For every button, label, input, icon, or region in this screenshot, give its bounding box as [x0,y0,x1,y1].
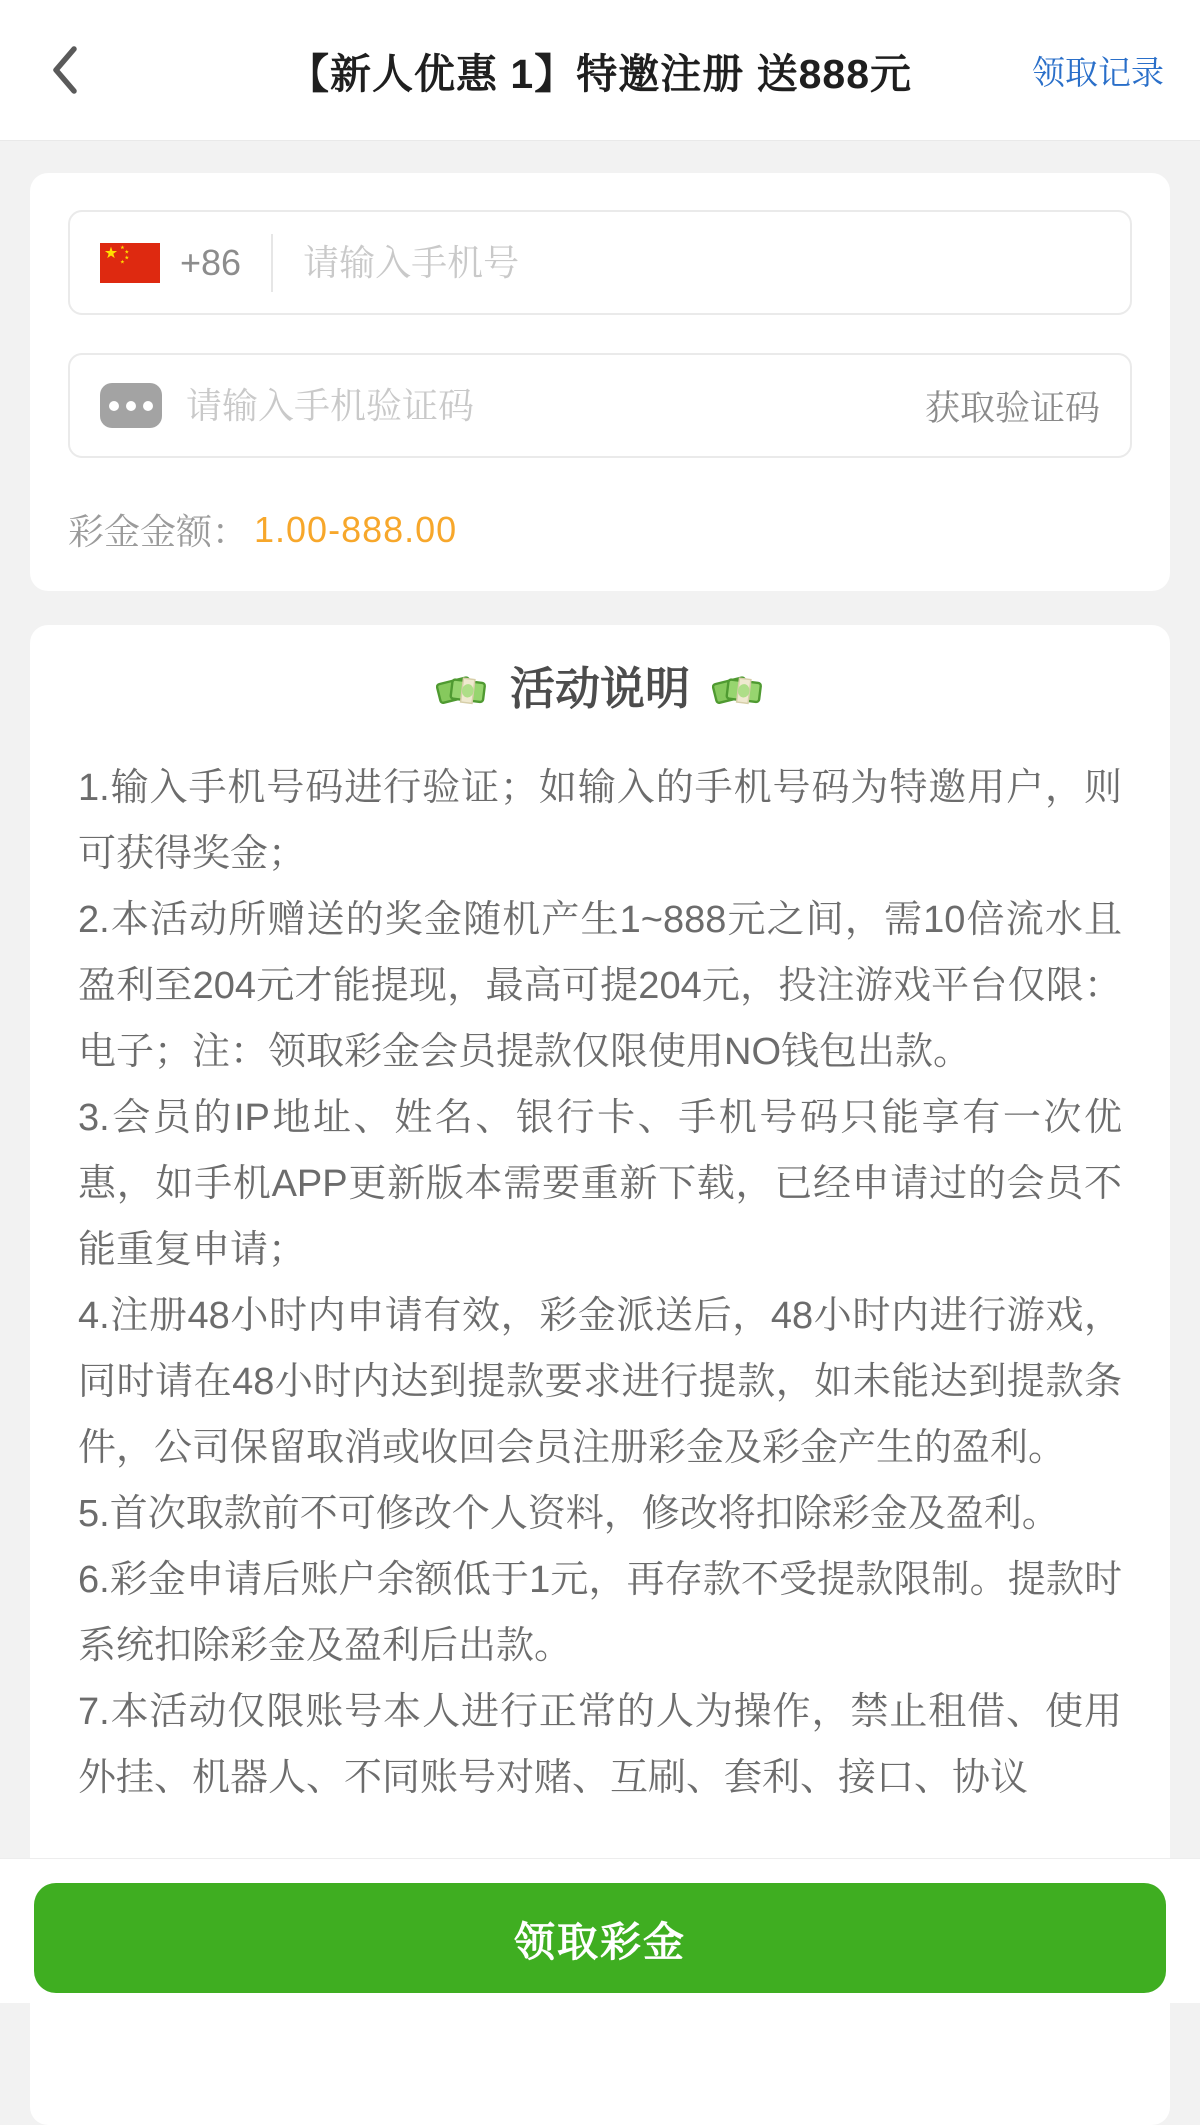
input-divider [271,234,273,292]
verification-code-icon [100,383,162,428]
rules-text [78,755,1122,1811]
page-title: 【新人优惠 1】特邀注册 送888元 [288,50,912,97]
claim-records-link[interactable]: 领取记录 [1032,53,1164,91]
get-code-button[interactable]: 获取验证码 [924,388,1100,428]
footer-bar [0,1858,1200,2003]
rule-item: 5.首次取款前不可修改个人资料，修改将扣除彩金及盈利。 [78,1493,1060,1535]
money-banknotes-icon [712,666,764,712]
rule-item: 2.本活动所赠送的奖金随机产生1~888元之间，需10倍流水且盈利至204元才能提现，最高可提204元，投注游戏平台仅限：电子；注：领取彩金会员提款仅限使用NO钱包出款。 [78,899,1122,1073]
rule-item: 1.输入手机号码进行验证；如输入的手机号码为特邀用户，则可获得奖金； [78,767,1122,875]
rules-title-row [78,663,1122,715]
claim-bonus-button[interactable]: 领取彩金 [34,1883,1166,1993]
bonus-amount-row [68,504,1132,555]
chevron-left-icon [51,44,79,96]
money-banknotes-icon [436,666,488,712]
rule-item: 4.注册48小时内申请有效，彩金派送后，48小时内进行游戏，同时请在48小时内达到提款要求进行提款，如未能达到提款条件，公司保留取消或收回会员注册彩金及彩金产生的盈利。 [78,1295,1122,1469]
signup-form-card [30,173,1170,591]
code-input-box [68,353,1132,458]
china-flag-icon [100,243,160,283]
phone-input[interactable] [303,242,1100,284]
back-button[interactable] [30,0,100,140]
rule-item: 6.彩金申请后账户余额低于1元，再存款不受提款限制。提款时系统扣除彩金及盈利后出款。 [78,1559,1122,1667]
rules-title: 活动说明 [509,663,690,714]
rule-item: 3.会员的IP地址、姓名、银行卡、手机号码只能享有一次优惠，如手机APP更新版本需要重新下载，已经申请过的会员不能重复申请； [78,1097,1122,1271]
header [0,0,1200,140]
bonus-amount-value: 1.00-888.00 [254,508,458,550]
rule-item: 7.本活动仅限账号本人进行正常的人为操作，禁止租借、使用外挂、机器人、不同账号对赌、互刷、套利、接口、协议 [78,1691,1122,1799]
verification-code-input[interactable] [186,385,925,427]
phone-input-box [68,210,1132,315]
bonus-amount-label: 彩金金额： [68,511,249,552]
country-code-selector[interactable]: +86 [180,241,242,283]
